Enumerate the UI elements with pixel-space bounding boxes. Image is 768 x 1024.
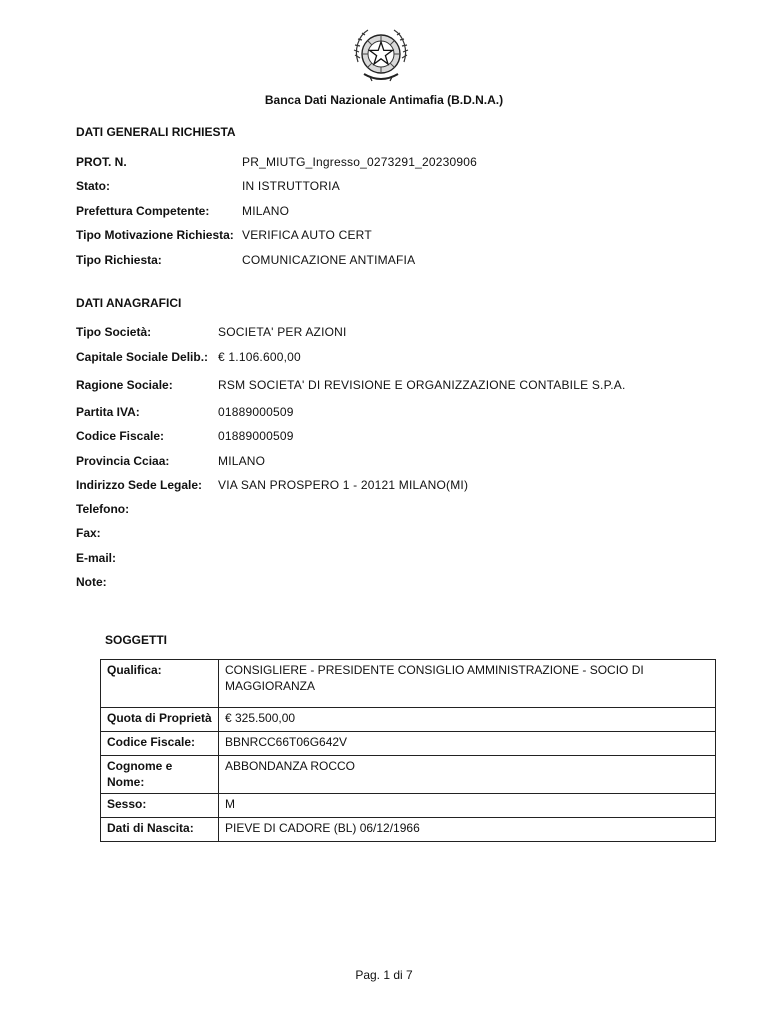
table-cell-value: M — [219, 794, 716, 818]
field-value: RSM SOCIETA' DI REVISIONE E ORGANIZZAZIONE CONTABILE S.P.A. — [218, 378, 626, 392]
field-label: Partita IVA: — [76, 405, 140, 419]
field-label: Codice Fiscale: — [76, 429, 165, 443]
soggetti-table — [100, 659, 716, 842]
field-label: Indirizzo Sede Legale: — [76, 478, 203, 492]
field-label: E-mail: — [76, 551, 117, 565]
field-value: PR_MIUTG_Ingresso_0273291_20230906 — [242, 155, 477, 169]
field-value: 01889000509 — [218, 405, 294, 419]
field-label: Tipo Richiesta: — [76, 253, 162, 267]
table-cell-value: CONSIGLIERE - PRESIDENTE CONSIGLIO AMMINISTRAZIONE - SOCIO DI MAGGIORANZA — [219, 660, 716, 708]
table-cell-label: Cognome e Nome: — [101, 756, 219, 794]
table-row — [101, 794, 716, 818]
field-label: Fax: — [76, 526, 101, 540]
emblem-italian-republic-icon — [350, 22, 412, 88]
section-title-soggetti: SOGGETTI — [105, 633, 168, 647]
table-cell-label: Codice Fiscale: — [101, 732, 219, 756]
table-row — [101, 708, 716, 732]
field-label: PROT. N. — [76, 155, 127, 169]
table-cell-label: Dati di Nascita: — [101, 818, 219, 842]
field-value: MILANO — [218, 454, 266, 468]
table-row — [101, 660, 716, 708]
table-cell-label: Sesso: — [101, 794, 219, 818]
table-cell-value: € 325.500,00 — [219, 708, 716, 732]
page-number: Pag. 1 di 7 — [355, 968, 413, 982]
field-value: VERIFICA AUTO CERT — [242, 228, 372, 242]
section-title-dati-generali: DATI GENERALI RICHIESTA — [76, 125, 236, 139]
table-cell-label: Quota di Proprietà — [101, 708, 219, 732]
field-value: MILANO — [242, 204, 290, 218]
field-label: Prefettura Competente: — [76, 204, 210, 218]
field-label: Note: — [76, 575, 107, 589]
table-cell-label: Qualifica: — [101, 660, 219, 708]
section-title-dati-anagrafici: DATI ANAGRAFICI — [76, 296, 182, 310]
table-row — [101, 756, 716, 794]
field-label: Telefono: — [76, 502, 130, 516]
field-value: € 1.106.600,00 — [218, 350, 301, 364]
field-label: Provincia Cciaa: — [76, 454, 170, 468]
field-label: Capitale Sociale Delib.: — [76, 350, 209, 364]
field-value: VIA SAN PROSPERO 1 - 20121 MILANO(MI) — [218, 478, 469, 492]
field-value: 01889000509 — [218, 429, 294, 443]
field-value: IN ISTRUTTORIA — [242, 179, 340, 193]
field-label: Ragione Sociale: — [76, 378, 173, 392]
table-row — [101, 818, 716, 842]
table-cell-value: BBNRCC66T06G642V — [219, 732, 716, 756]
field-value: COMUNICAZIONE ANTIMAFIA — [242, 253, 416, 267]
field-value: SOCIETA' PER AZIONI — [218, 325, 347, 339]
table-cell-value: PIEVE DI CADORE (BL) 06/12/1966 — [219, 818, 716, 842]
document-title: Banca Dati Nazionale Antimafia (B.D.N.A.) — [264, 93, 504, 107]
table-row — [101, 732, 716, 756]
field-label: Tipo Società: — [76, 325, 152, 339]
field-label: Stato: — [76, 179, 110, 193]
field-label: Tipo Motivazione Richiesta: — [76, 228, 234, 242]
table-cell-value: ABBONDANZA ROCCO — [219, 756, 716, 794]
